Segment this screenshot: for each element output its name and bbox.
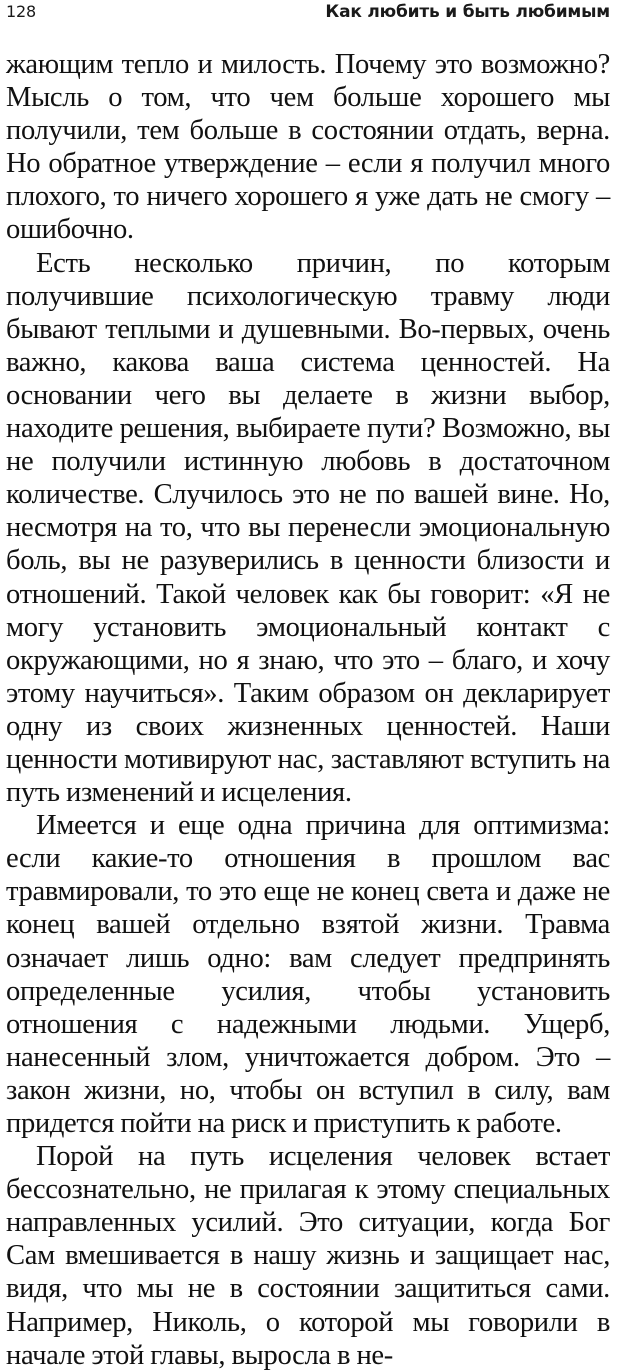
page-number: 128 <box>6 2 36 21</box>
paragraph: Порой на путь исцеления человек встает бессознательно, не прилагая к этому специальных направленных усилий. Это ситуации, когда Бог Сам вмешивается в нашу жизнь и защищает нас, видя, что мы не в состоянии защититься сами. Например, Николь, о которой мы говорили в начале этой главы, выросла в не- <box>6 1141 610 1371</box>
running-title: Как любить и быть любимым <box>325 2 610 22</box>
paragraph: Есть несколько причин, по которым получившие психологическую травму люди бывают теплыми и душевными. Во-первых, очень важно, какова ваша система ценностей. На основании чего вы делаете в жизни выбор, находите решения, выбираете пути? Возможно, вы не получили истинную любовь в достаточном количестве. Случилось это не по вашей вине. Но, несмотря на то, что вы перенесли эмоциональную боль, вы не разуверились в ценности близости и отношений. Такой человек как бы говорит: «Я не могу установить эмоциональный контакт с окружающими, но я знаю, что это – благо, и хочу этому научиться». Таким образом он декларирует одну из своих жизненных ценностей. Наши ценности мотивируют нас, заставляют вступить на путь изменений и исцеления. <box>6 247 610 809</box>
running-header <box>6 0 610 36</box>
body-text <box>6 48 610 1372</box>
paragraph-continuation: жающим тепло и милость. Почему это возможно? Мысль о том, что чем больше хорошего мы получили, тем больше в состоянии отдать, верна. Но обратное утверждение – если я получил много плохого, то ничего хорошего я уже дать не смогу – ошибочно. <box>6 49 610 246</box>
paragraph: Имеется и еще одна причина для оптимизма: если какие-то отношения в прошлом вас травмировали, то это еще не конец света и даже не конец вашей отдельно взятой жизни. Травма означает лишь одно: вам следует предпринять определенные усилия, чтобы установить отношения с надежными людьми. Ущерб, нанесенный злом, уничтожается добром. Это – закон жизни, но, чтобы он вступил в силу, вам придется пойти на риск и приступить к работе. <box>6 810 610 1139</box>
